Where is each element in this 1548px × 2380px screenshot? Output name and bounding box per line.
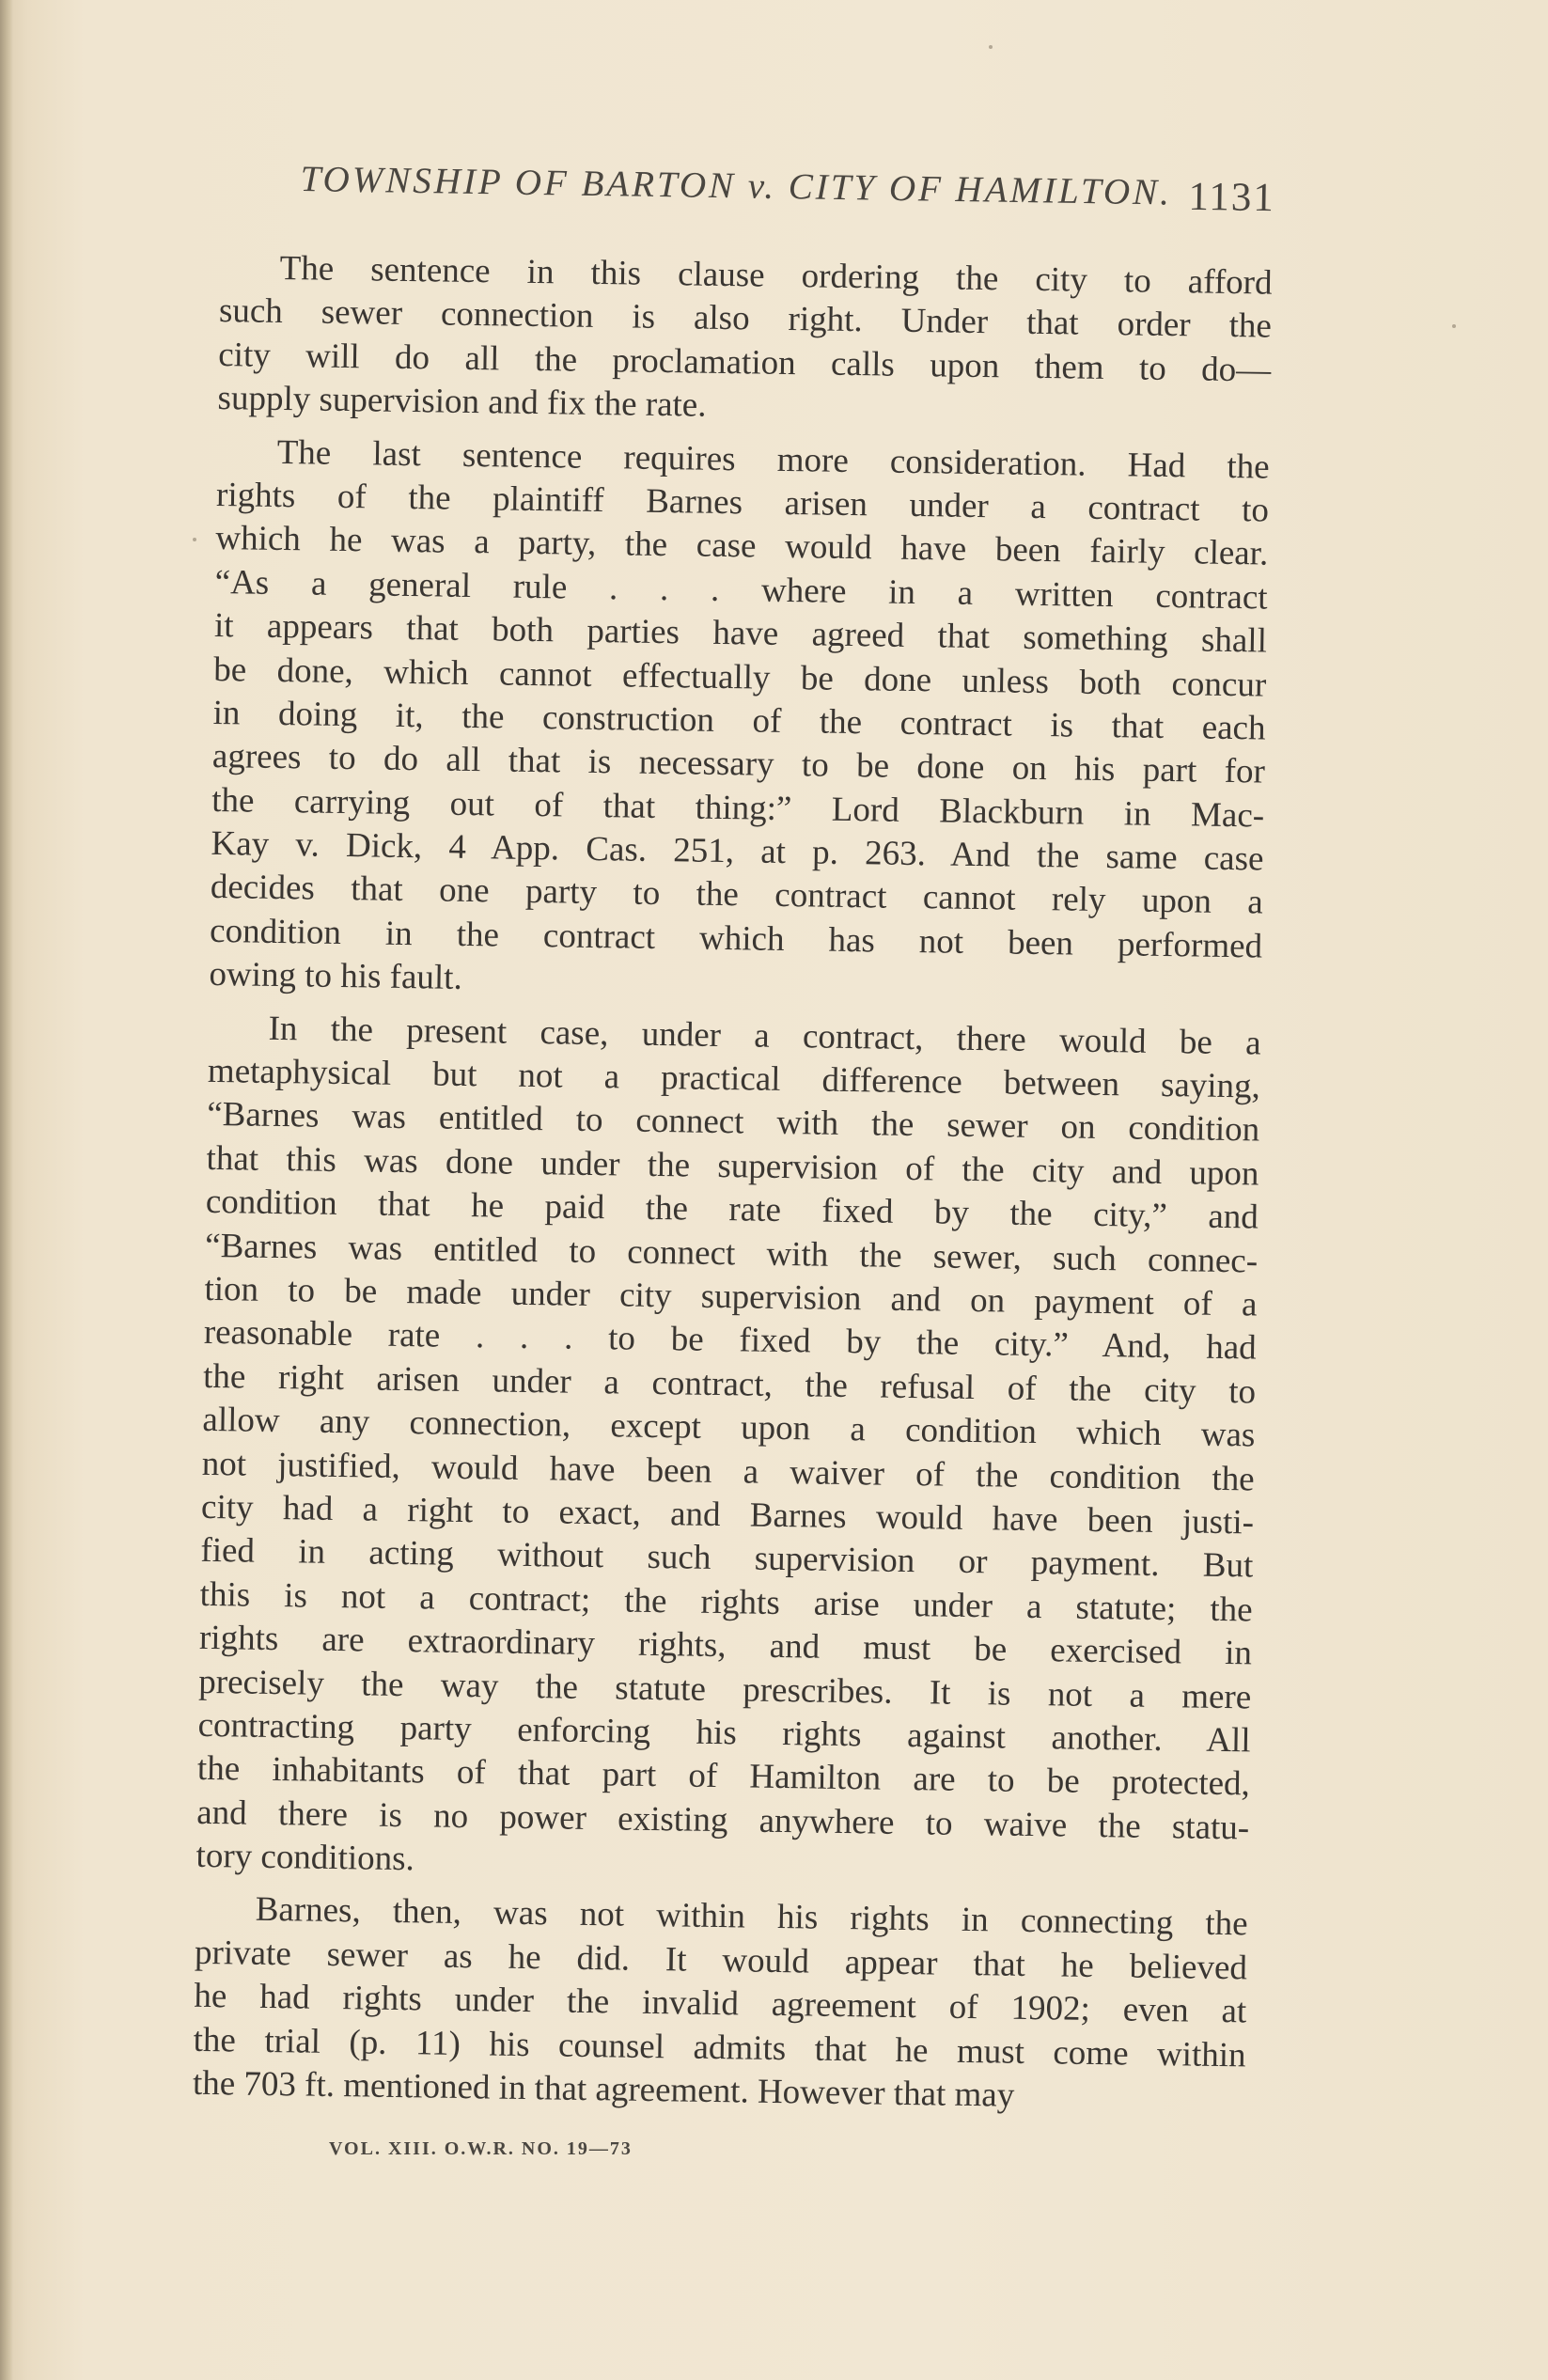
text-line: tory conditions. [195,1836,415,1879]
text-line: reasonable rate . . . to be fixed by the city.” And, had [203,1313,1258,1368]
paper-speck [989,45,993,49]
text-line: Kay v. Dick, 4 App. Cas. 251, at p. 263. And the same case [211,824,1264,879]
text-line: metaphysical but not a practical difference between saying, [207,1051,1261,1106]
paragraph [195,1007,1261,1894]
text-line: private sewer as he did. It would appear that he believed [194,1933,1248,1988]
text-line: decides that one party to the contract cannot rely upon a [210,868,1264,923]
text-line: precisely the way the statute prescribes. It is not a mere [198,1662,1252,1716]
text-line: that this was done under the supervision of the city and upon [206,1138,1259,1194]
text-line: which he was a party, the case would have been fairly clear. [215,519,1269,573]
text-line: in doing it, the construction of the contract is that each [212,693,1266,748]
text-line: city had a right to exact, and Barnes would have been justi- [200,1487,1255,1542]
paragraph [209,431,1270,1013]
paper-speck [1452,324,1456,328]
signature-mark: VOL. XIII. O.W.R. NO. 19—73 [329,2138,633,2159]
text-line: the trial (p. 11) his counsel admits that he must come within [193,2020,1246,2075]
text-line: rights are extraordinary rights, and must be exercised in [198,1618,1253,1673]
text-line: “Barnes was entitled to connect with the sewer, such connec- [204,1226,1259,1281]
paragraph [193,1887,1248,2122]
paper-speck [193,538,196,541]
text-line: condition that he paid the rate fixed by the city,” and [205,1182,1259,1237]
text-line: The last sentence requires more consideration. Had the [276,432,1270,487]
paragraph [217,246,1273,436]
text-line: tion to be made under city supervision and on payment of a [204,1269,1258,1324]
running-title: TOWNSHIP OF BARTON v. CITY OF HAMILTON. [300,158,1173,213]
text-line: and there is no power existing anywhere to waive the statu- [195,1793,1250,1848]
text-line: “Barnes was entitled to connect with the sewer on condition [206,1095,1260,1150]
text-line: such sewer connection is also right. Under that order the [218,291,1273,346]
text-line: “As a general rule . . . where in a written contract [214,562,1268,618]
text-line: In the present case, under a contract, there would be a [268,1009,1261,1063]
spine-shadow [0,0,13,2380]
text-line: allow any connection, except upon a condition which was [202,1401,1256,1455]
text-line: the 703 ft. mentioned in that agreement. However that may [192,2063,1015,2115]
text-line: contracting party enforcing his rights against another. All [197,1705,1251,1761]
text-line: it appears that both parties have agreed that something shall [213,606,1268,661]
text-line: the carrying out of that thing:” Lord Blackburn in Mac- [211,780,1265,836]
text-line: supply supervision and fix the rate. [217,379,707,425]
text-line: condition in the contract which has not been performed [209,911,1263,966]
text-line: city will do all the proclamation calls upon them to do— [217,335,1272,390]
text-line: agrees to do all that is necessary to be done on his part for [211,737,1266,791]
text-line: fied in acting without such supervision or payment. But [200,1531,1254,1586]
text-line: be done, which cannot effectually be done unless both concur [213,650,1267,705]
text-line: the inhabitants of that part of Hamilton are to be protected, [196,1749,1251,1804]
text-line: owing to his fault. [209,955,463,998]
page-number: 1131 [1188,174,1276,221]
text-line: he had rights under the invalid agreement of 1902; even at [194,1977,1247,2031]
text-line: the right arisen under a contract, the refusal of the city to [202,1356,1257,1412]
text-line: not justified, would have been a waiver of the condition the [201,1444,1255,1499]
text-line: rights of the plaintiff Barnes arisen under a contract to [215,475,1270,530]
text-line: this is not a contract; the rights arise under a statute; the [199,1574,1253,1630]
running-head [300,158,1278,239]
text-line: The sentence in this clause ordering the city to afford [279,248,1273,303]
body-text [193,246,1273,2131]
text-line: Barnes, then, was not within his rights in connecting the [255,1890,1248,1944]
